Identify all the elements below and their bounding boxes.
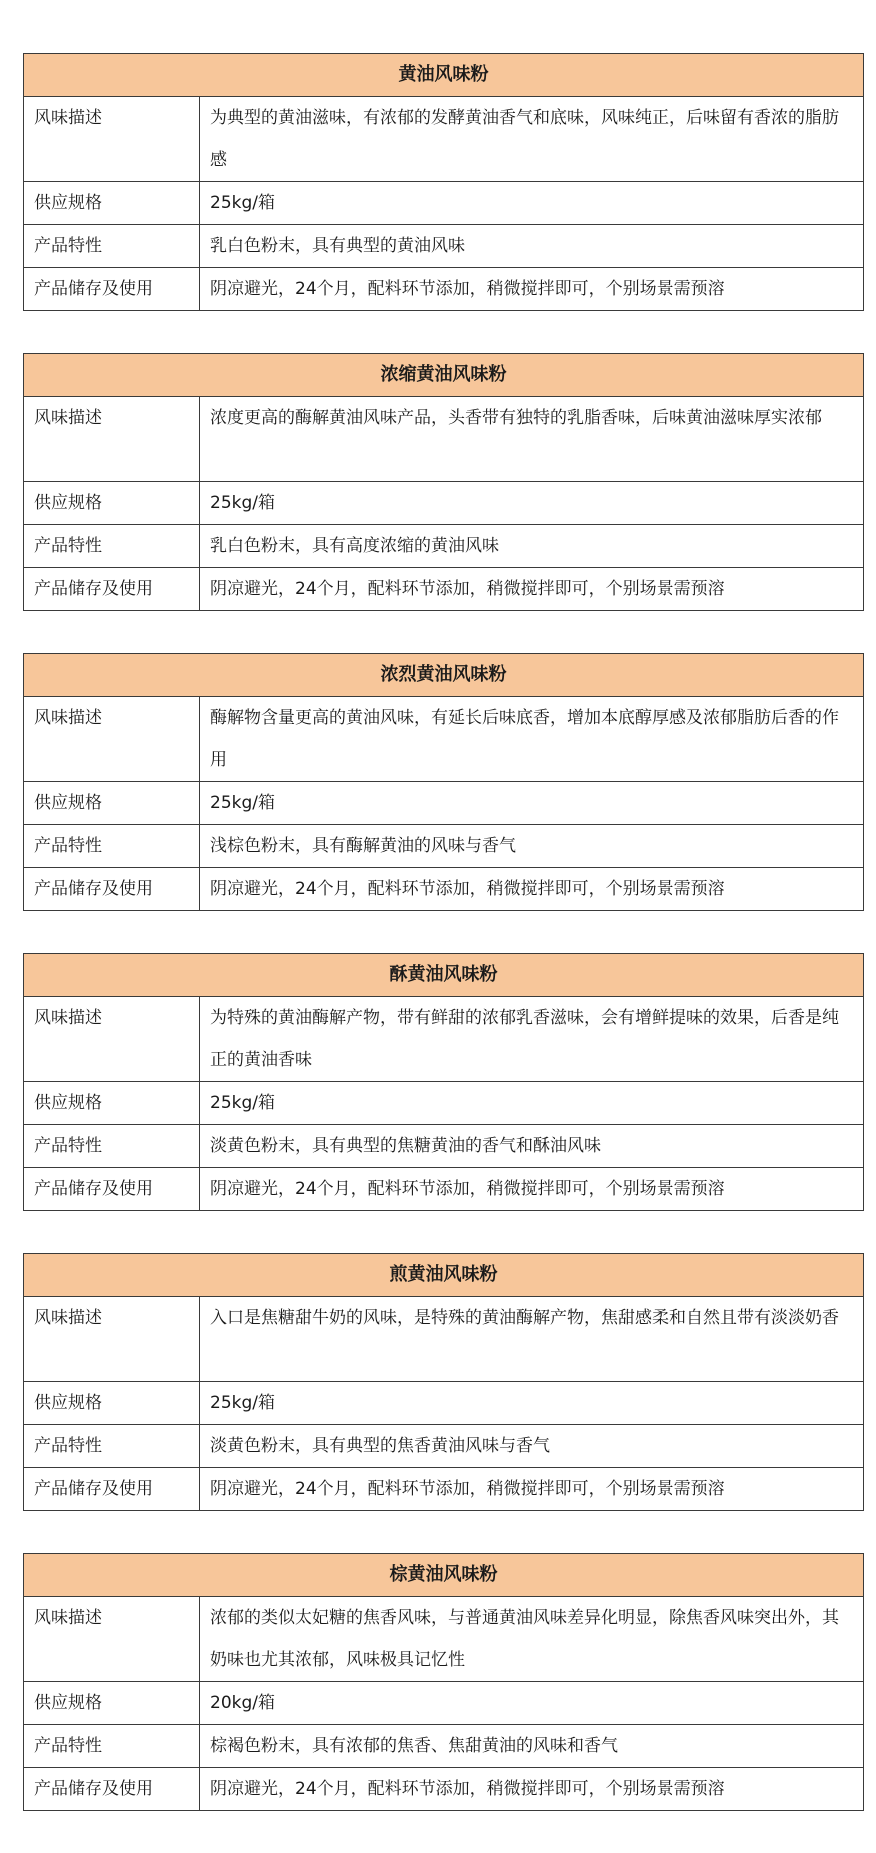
row-label: 产品特性 [24, 225, 200, 268]
row-value: 乳白色粉末，具有高度浓缩的黄油风味 [200, 525, 864, 568]
row-label: 产品特性 [24, 1125, 200, 1168]
row-label: 产品特性 [24, 1425, 200, 1468]
row-value: 酶解物含量更高的黄油风味，有延长后味底香，增加本底醇厚感及浓郁脂肪后香的作用 [200, 697, 864, 782]
row-value: 阴凉避光，24个月，配料环节添加，稍微搅拌即可，个别场景需预溶 [200, 1468, 864, 1511]
product-table [23, 953, 864, 1211]
product-title: 棕黄油风味粉 [24, 1554, 864, 1597]
row-label: 产品储存及使用 [24, 1168, 200, 1211]
row-value: 阴凉避光，24个月，配料环节添加，稍微搅拌即可，个别场景需预溶 [200, 568, 864, 611]
row-value: 浅棕色粉末，具有酶解黄油的风味与香气 [200, 825, 864, 868]
row-label: 风味描述 [24, 397, 200, 482]
product-table [23, 1553, 864, 1811]
row-label: 供应规格 [24, 782, 200, 825]
row-label: 产品储存及使用 [24, 1768, 200, 1811]
row-value: 为典型的黄油滋味，有浓郁的发酵黄油香气和底味，风味纯正，后味留有香浓的脂肪感 [200, 97, 864, 182]
row-label: 产品储存及使用 [24, 868, 200, 911]
row-value: 淡黄色粉末，具有典型的焦香黄油风味与香气 [200, 1425, 864, 1468]
row-label: 供应规格 [24, 1382, 200, 1425]
product-tables [23, 53, 863, 1853]
row-value: 乳白色粉末，具有典型的黄油风味 [200, 225, 864, 268]
row-value: 入口是焦糖甜牛奶的风味，是特殊的黄油酶解产物，焦甜感柔和自然且带有淡淡奶香 [200, 1297, 864, 1382]
row-value: 浓郁的类似太妃糖的焦香风味，与普通黄油风味差异化明显，除焦香风味突出外，其奶味也尤其浓郁，风味极具记忆性 [200, 1597, 864, 1682]
row-label: 产品储存及使用 [24, 268, 200, 311]
row-label: 风味描述 [24, 97, 200, 182]
row-value: 25kg/箱 [200, 782, 864, 825]
row-value: 浓度更高的酶解黄油风味产品，头香带有独特的乳脂香味，后味黄油滋味厚实浓郁 [200, 397, 864, 482]
product-title: 浓缩黄油风味粉 [24, 354, 864, 397]
row-value: 25kg/箱 [200, 182, 864, 225]
row-label: 风味描述 [24, 1297, 200, 1382]
row-label: 产品特性 [24, 525, 200, 568]
row-value: 25kg/箱 [200, 1382, 864, 1425]
product-title: 酥黄油风味粉 [24, 954, 864, 997]
row-value: 25kg/箱 [200, 482, 864, 525]
row-label: 供应规格 [24, 182, 200, 225]
row-label: 供应规格 [24, 1682, 200, 1725]
row-value: 阴凉避光，24个月，配料环节添加，稍微搅拌即可，个别场景需预溶 [200, 1768, 864, 1811]
row-label: 风味描述 [24, 1597, 200, 1682]
row-value: 为特殊的黄油酶解产物，带有鲜甜的浓郁乳香滋味，会有增鲜提味的效果，后香是纯正的黄油香味 [200, 997, 864, 1082]
row-value: 淡黄色粉末，具有典型的焦糖黄油的香气和酥油风味 [200, 1125, 864, 1168]
product-title: 黄油风味粉 [24, 54, 864, 97]
row-value: 阴凉避光，24个月，配料环节添加，稍微搅拌即可，个别场景需预溶 [200, 868, 864, 911]
row-label: 产品特性 [24, 1725, 200, 1768]
row-label: 风味描述 [24, 697, 200, 782]
product-table [23, 653, 864, 911]
product-title: 煎黄油风味粉 [24, 1254, 864, 1297]
row-label: 产品特性 [24, 825, 200, 868]
product-table [23, 1253, 864, 1511]
product-table [23, 353, 864, 611]
row-label: 供应规格 [24, 482, 200, 525]
product-table [23, 53, 864, 311]
product-title: 浓烈黄油风味粉 [24, 654, 864, 697]
row-label: 供应规格 [24, 1082, 200, 1125]
row-label: 风味描述 [24, 997, 200, 1082]
row-value: 20kg/箱 [200, 1682, 864, 1725]
row-value: 25kg/箱 [200, 1082, 864, 1125]
row-value: 阴凉避光，24个月，配料环节添加，稍微搅拌即可，个别场景需预溶 [200, 268, 864, 311]
row-label: 产品储存及使用 [24, 1468, 200, 1511]
row-value: 阴凉避光，24个月，配料环节添加，稍微搅拌即可，个别场景需预溶 [200, 1168, 864, 1211]
row-value: 棕褐色粉末，具有浓郁的焦香、焦甜黄油的风味和香气 [200, 1725, 864, 1768]
row-label: 产品储存及使用 [24, 568, 200, 611]
